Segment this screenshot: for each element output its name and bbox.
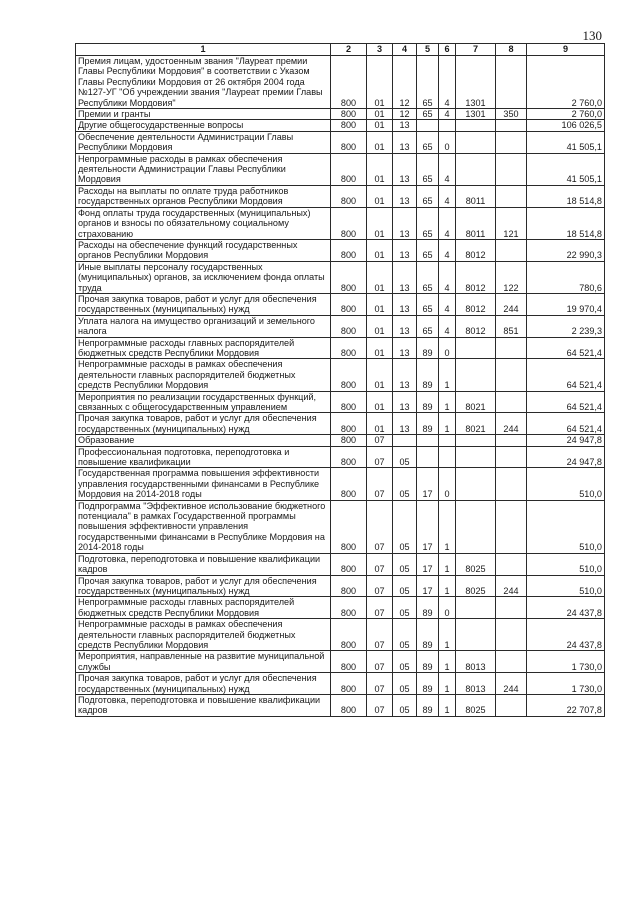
amount-cell: 22 990,3 xyxy=(527,239,605,261)
table-row xyxy=(76,575,605,597)
code-section-cell: 07 xyxy=(367,575,393,597)
code-program-cell: 89 xyxy=(417,651,439,673)
code-subprogram-cell: 4 xyxy=(439,56,456,109)
code-program-cell: 65 xyxy=(417,261,439,293)
table-row xyxy=(76,153,605,185)
row-name-cell: Непрограммные расходы главных распорядителей бюджетных средств Республики Мордовия xyxy=(76,597,331,619)
code-item-cell: 8011 xyxy=(456,185,496,207)
row-name-cell: Мероприятия, направленные на развитие муниципальной службы xyxy=(76,651,331,673)
table-row xyxy=(76,413,605,435)
code-subprogram-cell: 4 xyxy=(439,207,456,239)
code-subprogram-cell: 1 xyxy=(439,694,456,716)
amount-cell: 24 437,8 xyxy=(527,619,605,651)
header-cell: 4 xyxy=(393,44,417,56)
code-item-cell: 8012 xyxy=(456,239,496,261)
code-program-cell: 65 xyxy=(417,153,439,185)
code-subsection-cell: 05 xyxy=(393,597,417,619)
code-item-cell: 8025 xyxy=(456,694,496,716)
code-admin-cell: 800 xyxy=(331,315,367,337)
code-subsection-cell: 05 xyxy=(393,694,417,716)
code-subsection-cell: 05 xyxy=(393,651,417,673)
code-item-cell: 8013 xyxy=(456,673,496,695)
code-program-cell: 89 xyxy=(417,597,439,619)
code-subprogram-cell xyxy=(439,120,456,131)
amount-cell: 510,0 xyxy=(527,553,605,575)
header-cell: 5 xyxy=(417,44,439,56)
code-expense-type-cell xyxy=(496,359,527,391)
code-subsection-cell: 13 xyxy=(393,359,417,391)
row-name-cell: Прочая закупка товаров, работ и услуг для обеспечения государственных (муниципальных) нужд xyxy=(76,575,331,597)
code-admin-cell: 800 xyxy=(331,575,367,597)
code-subprogram-cell: 1 xyxy=(439,500,456,553)
code-admin-cell: 800 xyxy=(331,446,367,468)
code-admin-cell: 800 xyxy=(331,500,367,553)
row-name-cell: Иные выплаты персоналу государственных (муниципальных) органов, за исключением фонда оплаты труда xyxy=(76,261,331,293)
table-row xyxy=(76,131,605,153)
table-row xyxy=(76,619,605,651)
code-section-cell: 07 xyxy=(367,500,393,553)
code-item-cell xyxy=(456,337,496,359)
code-subprogram-cell: 4 xyxy=(439,293,456,315)
code-program-cell: 17 xyxy=(417,553,439,575)
amount-cell: 64 521,4 xyxy=(527,391,605,413)
code-admin-cell: 800 xyxy=(331,413,367,435)
table-row xyxy=(76,468,605,500)
row-name-cell: Прочая закупка товаров, работ и услуг для обеспечения государственных (муниципальных) нужд xyxy=(76,293,331,315)
amount-cell: 41 505,1 xyxy=(527,153,605,185)
code-program-cell: 65 xyxy=(417,293,439,315)
amount-cell: 64 521,4 xyxy=(527,337,605,359)
header-cell: 1 xyxy=(76,44,331,56)
row-name-cell: Прочая закупка товаров, работ и услуг для обеспечения государственных (муниципальных) нужд xyxy=(76,413,331,435)
code-section-cell: 01 xyxy=(367,293,393,315)
table-row xyxy=(76,597,605,619)
code-item-cell xyxy=(456,131,496,153)
code-section-cell: 07 xyxy=(367,619,393,651)
code-program-cell: 89 xyxy=(417,673,439,695)
code-subprogram-cell: 4 xyxy=(439,261,456,293)
code-item-cell: 8012 xyxy=(456,315,496,337)
code-admin-cell: 800 xyxy=(331,619,367,651)
code-section-cell: 01 xyxy=(367,131,393,153)
amount-cell: 24 947,8 xyxy=(527,446,605,468)
code-admin-cell: 800 xyxy=(331,239,367,261)
table-header-row xyxy=(76,44,605,56)
row-name-cell: Премии и гранты xyxy=(76,109,331,120)
code-admin-cell: 800 xyxy=(331,435,367,446)
code-expense-type-cell: 244 xyxy=(496,293,527,315)
code-section-cell: 01 xyxy=(367,239,393,261)
code-program-cell: 65 xyxy=(417,207,439,239)
amount-cell: 24 947,8 xyxy=(527,435,605,446)
table-row xyxy=(76,56,605,109)
code-item-cell xyxy=(456,597,496,619)
code-subprogram-cell: 1 xyxy=(439,619,456,651)
amount-cell: 19 970,4 xyxy=(527,293,605,315)
amount-cell: 41 505,1 xyxy=(527,131,605,153)
code-section-cell: 07 xyxy=(367,597,393,619)
row-name-cell: Подготовка, переподготовка и повышение квалификации кадров xyxy=(76,553,331,575)
code-expense-type-cell xyxy=(496,446,527,468)
code-expense-type-cell xyxy=(496,56,527,109)
row-name-cell: Непрограммные расходы в рамках обеспечения деятельности Администрации Главы Республики Мордовия xyxy=(76,153,331,185)
code-program-cell: 65 xyxy=(417,239,439,261)
code-program-cell: 89 xyxy=(417,337,439,359)
code-admin-cell: 800 xyxy=(331,120,367,131)
code-item-cell: 1301 xyxy=(456,56,496,109)
code-item-cell xyxy=(456,500,496,553)
code-program-cell: 65 xyxy=(417,315,439,337)
code-subsection-cell: 05 xyxy=(393,500,417,553)
code-item-cell: 8025 xyxy=(456,553,496,575)
code-section-cell: 01 xyxy=(367,261,393,293)
amount-cell: 2 760,0 xyxy=(527,109,605,120)
code-expense-type-cell: 244 xyxy=(496,575,527,597)
table-row xyxy=(76,261,605,293)
code-program-cell: 89 xyxy=(417,413,439,435)
row-name-cell: Другие общегосударственные вопросы xyxy=(76,120,331,131)
code-subsection-cell: 13 xyxy=(393,337,417,359)
code-subprogram-cell: 4 xyxy=(439,109,456,120)
table-row xyxy=(76,500,605,553)
code-subprogram-cell: 1 xyxy=(439,673,456,695)
code-subsection-cell: 05 xyxy=(393,619,417,651)
header-cell: 8 xyxy=(496,44,527,56)
code-item-cell: 8013 xyxy=(456,651,496,673)
code-admin-cell: 800 xyxy=(331,694,367,716)
amount-cell: 780,6 xyxy=(527,261,605,293)
code-subprogram-cell xyxy=(439,446,456,468)
code-item-cell: 8021 xyxy=(456,413,496,435)
amount-cell: 510,0 xyxy=(527,575,605,597)
code-admin-cell: 800 xyxy=(331,468,367,500)
code-subprogram-cell: 0 xyxy=(439,131,456,153)
code-subsection-cell: 13 xyxy=(393,153,417,185)
code-subsection-cell: 13 xyxy=(393,261,417,293)
code-expense-type-cell xyxy=(496,153,527,185)
code-item-cell: 8012 xyxy=(456,293,496,315)
code-section-cell: 01 xyxy=(367,109,393,120)
code-subsection-cell: 13 xyxy=(393,120,417,131)
code-subsection-cell: 13 xyxy=(393,293,417,315)
code-section-cell: 01 xyxy=(367,120,393,131)
code-section-cell: 07 xyxy=(367,435,393,446)
code-subsection-cell: 13 xyxy=(393,315,417,337)
code-subprogram-cell: 1 xyxy=(439,413,456,435)
code-expense-type-cell xyxy=(496,597,527,619)
code-subsection-cell: 13 xyxy=(393,185,417,207)
amount-cell: 106 026,5 xyxy=(527,120,605,131)
row-name-cell: Непрограммные расходы в рамках обеспечения деятельности главных распорядителей бюджетных средств Республики Мордовия xyxy=(76,619,331,651)
code-program-cell: 17 xyxy=(417,500,439,553)
code-program-cell: 17 xyxy=(417,575,439,597)
row-name-cell: Образование xyxy=(76,435,331,446)
table-row xyxy=(76,207,605,239)
row-name-cell: Расходы на выплаты по оплате труда работников государственных органов Республики Мордовия xyxy=(76,185,331,207)
code-program-cell xyxy=(417,435,439,446)
code-expense-type-cell xyxy=(496,337,527,359)
row-name-cell: Фонд оплаты труда государственных (муниципальных) органов и взносы по обязательному социальному страхованию xyxy=(76,207,331,239)
code-admin-cell: 800 xyxy=(331,391,367,413)
code-subprogram-cell: 0 xyxy=(439,337,456,359)
code-admin-cell: 800 xyxy=(331,337,367,359)
amount-cell: 24 437,8 xyxy=(527,597,605,619)
code-section-cell: 07 xyxy=(367,694,393,716)
table-row xyxy=(76,553,605,575)
amount-cell: 64 521,4 xyxy=(527,413,605,435)
code-program-cell: 89 xyxy=(417,391,439,413)
code-admin-cell: 800 xyxy=(331,207,367,239)
table-row xyxy=(76,359,605,391)
code-section-cell: 01 xyxy=(367,56,393,109)
code-section-cell: 01 xyxy=(367,391,393,413)
code-subsection-cell xyxy=(393,435,417,446)
header-cell: 2 xyxy=(331,44,367,56)
amount-cell: 18 514,8 xyxy=(527,207,605,239)
code-program-cell: 89 xyxy=(417,619,439,651)
code-item-cell xyxy=(456,153,496,185)
code-admin-cell: 800 xyxy=(331,153,367,185)
amount-cell: 2 239,3 xyxy=(527,315,605,337)
code-section-cell: 01 xyxy=(367,413,393,435)
code-section-cell: 07 xyxy=(367,673,393,695)
amount-cell: 510,0 xyxy=(527,468,605,500)
amount-cell: 2 760,0 xyxy=(527,56,605,109)
code-item-cell: 8012 xyxy=(456,261,496,293)
code-item-cell xyxy=(456,120,496,131)
code-admin-cell: 800 xyxy=(331,651,367,673)
code-program-cell: 65 xyxy=(417,56,439,109)
row-name-cell: Подпрограмма "Эффективное использование бюджетного потенциала" в рамках Государственной программы повышения эффективности управления государственными финансами в Республике Мордовия на 2014-2018 годы xyxy=(76,500,331,553)
row-name-cell: Расходы на обеспечение функций государственных органов Республики Мордовия xyxy=(76,239,331,261)
table-row xyxy=(76,337,605,359)
code-program-cell: 17 xyxy=(417,468,439,500)
table-row xyxy=(76,446,605,468)
code-expense-type-cell xyxy=(496,120,527,131)
code-expense-type-cell: 851 xyxy=(496,315,527,337)
row-name-cell: Прочая закупка товаров, работ и услуг для обеспечения государственных (муниципальных) нужд xyxy=(76,673,331,695)
code-admin-cell: 800 xyxy=(331,359,367,391)
amount-cell: 510,0 xyxy=(527,500,605,553)
code-expense-type-cell xyxy=(496,185,527,207)
table-row xyxy=(76,315,605,337)
code-admin-cell: 800 xyxy=(331,673,367,695)
code-section-cell: 07 xyxy=(367,468,393,500)
code-subprogram-cell: 1 xyxy=(439,391,456,413)
code-expense-type-cell xyxy=(496,391,527,413)
code-item-cell: 8021 xyxy=(456,391,496,413)
code-item-cell: 8025 xyxy=(456,575,496,597)
code-subsection-cell: 13 xyxy=(393,413,417,435)
code-section-cell: 01 xyxy=(367,315,393,337)
code-admin-cell: 800 xyxy=(331,293,367,315)
code-item-cell xyxy=(456,359,496,391)
code-item-cell: 8011 xyxy=(456,207,496,239)
table-row xyxy=(76,435,605,446)
code-item-cell xyxy=(456,619,496,651)
code-expense-type-cell xyxy=(496,131,527,153)
code-subprogram-cell: 1 xyxy=(439,575,456,597)
page-number: 130 xyxy=(582,28,602,43)
budget-table xyxy=(75,43,605,717)
code-program-cell xyxy=(417,120,439,131)
code-expense-type-cell: 121 xyxy=(496,207,527,239)
code-section-cell: 07 xyxy=(367,553,393,575)
table-row xyxy=(76,391,605,413)
code-admin-cell: 800 xyxy=(331,261,367,293)
code-expense-type-cell: 244 xyxy=(496,413,527,435)
code-subsection-cell: 12 xyxy=(393,109,417,120)
row-name-cell: Обеспечение деятельности Администрации Главы Республики Мордовия xyxy=(76,131,331,153)
code-item-cell xyxy=(456,468,496,500)
table-body xyxy=(76,56,605,717)
code-subsection-cell: 13 xyxy=(393,131,417,153)
code-item-cell: 1301 xyxy=(456,109,496,120)
header-cell: 3 xyxy=(367,44,393,56)
code-admin-cell: 800 xyxy=(331,185,367,207)
code-subprogram-cell: 4 xyxy=(439,185,456,207)
code-subsection-cell: 05 xyxy=(393,553,417,575)
code-subprogram-cell: 1 xyxy=(439,651,456,673)
code-program-cell xyxy=(417,446,439,468)
code-program-cell: 89 xyxy=(417,694,439,716)
table-row xyxy=(76,120,605,131)
code-program-cell: 65 xyxy=(417,131,439,153)
amount-cell: 22 707,8 xyxy=(527,694,605,716)
code-subsection-cell: 05 xyxy=(393,468,417,500)
amount-cell: 18 514,8 xyxy=(527,185,605,207)
code-expense-type-cell xyxy=(496,500,527,553)
code-admin-cell: 800 xyxy=(331,56,367,109)
code-subprogram-cell: 4 xyxy=(439,239,456,261)
code-section-cell: 01 xyxy=(367,337,393,359)
code-expense-type-cell xyxy=(496,435,527,446)
row-name-cell: Государственная программа повышения эффективности управления государственными финансами в Республике Мордовия на 2014-2018 годы xyxy=(76,468,331,500)
code-subsection-cell: 05 xyxy=(393,673,417,695)
row-name-cell: Подготовка, переподготовка и повышение квалификации кадров xyxy=(76,694,331,716)
header-cell: 6 xyxy=(439,44,456,56)
code-program-cell: 65 xyxy=(417,185,439,207)
code-subprogram-cell xyxy=(439,435,456,446)
code-program-cell: 89 xyxy=(417,359,439,391)
code-program-cell: 65 xyxy=(417,109,439,120)
code-item-cell xyxy=(456,435,496,446)
code-subprogram-cell: 0 xyxy=(439,597,456,619)
code-admin-cell: 800 xyxy=(331,109,367,120)
table-row xyxy=(76,185,605,207)
table-row xyxy=(76,694,605,716)
code-section-cell: 01 xyxy=(367,185,393,207)
code-expense-type-cell xyxy=(496,619,527,651)
amount-cell: 1 730,0 xyxy=(527,673,605,695)
row-name-cell: Непрограммные расходы в рамках обеспечения деятельности главных распорядителей бюджетных средств Республики Мордовия xyxy=(76,359,331,391)
amount-cell: 1 730,0 xyxy=(527,651,605,673)
code-section-cell: 07 xyxy=(367,651,393,673)
code-subsection-cell: 12 xyxy=(393,56,417,109)
code-subprogram-cell: 1 xyxy=(439,553,456,575)
code-expense-type-cell xyxy=(496,553,527,575)
code-expense-type-cell xyxy=(496,694,527,716)
code-admin-cell: 800 xyxy=(331,553,367,575)
code-subsection-cell: 13 xyxy=(393,207,417,239)
code-subprogram-cell: 4 xyxy=(439,153,456,185)
code-expense-type-cell: 350 xyxy=(496,109,527,120)
code-expense-type-cell xyxy=(496,651,527,673)
code-admin-cell: 800 xyxy=(331,597,367,619)
row-name-cell: Профессиональная подготовка, переподготовка и повышение квалификации xyxy=(76,446,331,468)
table-row xyxy=(76,239,605,261)
code-subprogram-cell: 4 xyxy=(439,315,456,337)
table-row xyxy=(76,673,605,695)
code-expense-type-cell: 122 xyxy=(496,261,527,293)
amount-cell: 64 521,4 xyxy=(527,359,605,391)
code-section-cell: 01 xyxy=(367,359,393,391)
row-name-cell: Премия лицам, удостоенным звания "Лауреат премии Главы Республики Мордовия" в соответствии с Указом Главы Республики Мордовия от 26 октября 2004 года №127-УГ "Об учреждении звания "Лауреат премии Главы Республики Мордовия" xyxy=(76,56,331,109)
code-subsection-cell: 05 xyxy=(393,446,417,468)
code-subsection-cell: 13 xyxy=(393,239,417,261)
code-expense-type-cell xyxy=(496,239,527,261)
code-admin-cell: 800 xyxy=(331,131,367,153)
table-row xyxy=(76,293,605,315)
code-subprogram-cell: 0 xyxy=(439,468,456,500)
table-row xyxy=(76,651,605,673)
code-section-cell: 07 xyxy=(367,446,393,468)
code-section-cell: 01 xyxy=(367,153,393,185)
code-expense-type-cell: 244 xyxy=(496,673,527,695)
code-section-cell: 01 xyxy=(367,207,393,239)
code-subsection-cell: 05 xyxy=(393,575,417,597)
code-subprogram-cell: 1 xyxy=(439,359,456,391)
row-name-cell: Непрограммные расходы главных распорядителей бюджетных средств Республики Мордовия xyxy=(76,337,331,359)
row-name-cell: Мероприятия по реализации государственных функций, связанных с общегосударственным управлением xyxy=(76,391,331,413)
code-item-cell xyxy=(456,446,496,468)
code-subsection-cell: 13 xyxy=(393,391,417,413)
code-expense-type-cell xyxy=(496,468,527,500)
table-row xyxy=(76,109,605,120)
header-cell: 9 xyxy=(527,44,605,56)
row-name-cell: Уплата налога на имущество организаций и земельного налога xyxy=(76,315,331,337)
header-cell: 7 xyxy=(456,44,496,56)
